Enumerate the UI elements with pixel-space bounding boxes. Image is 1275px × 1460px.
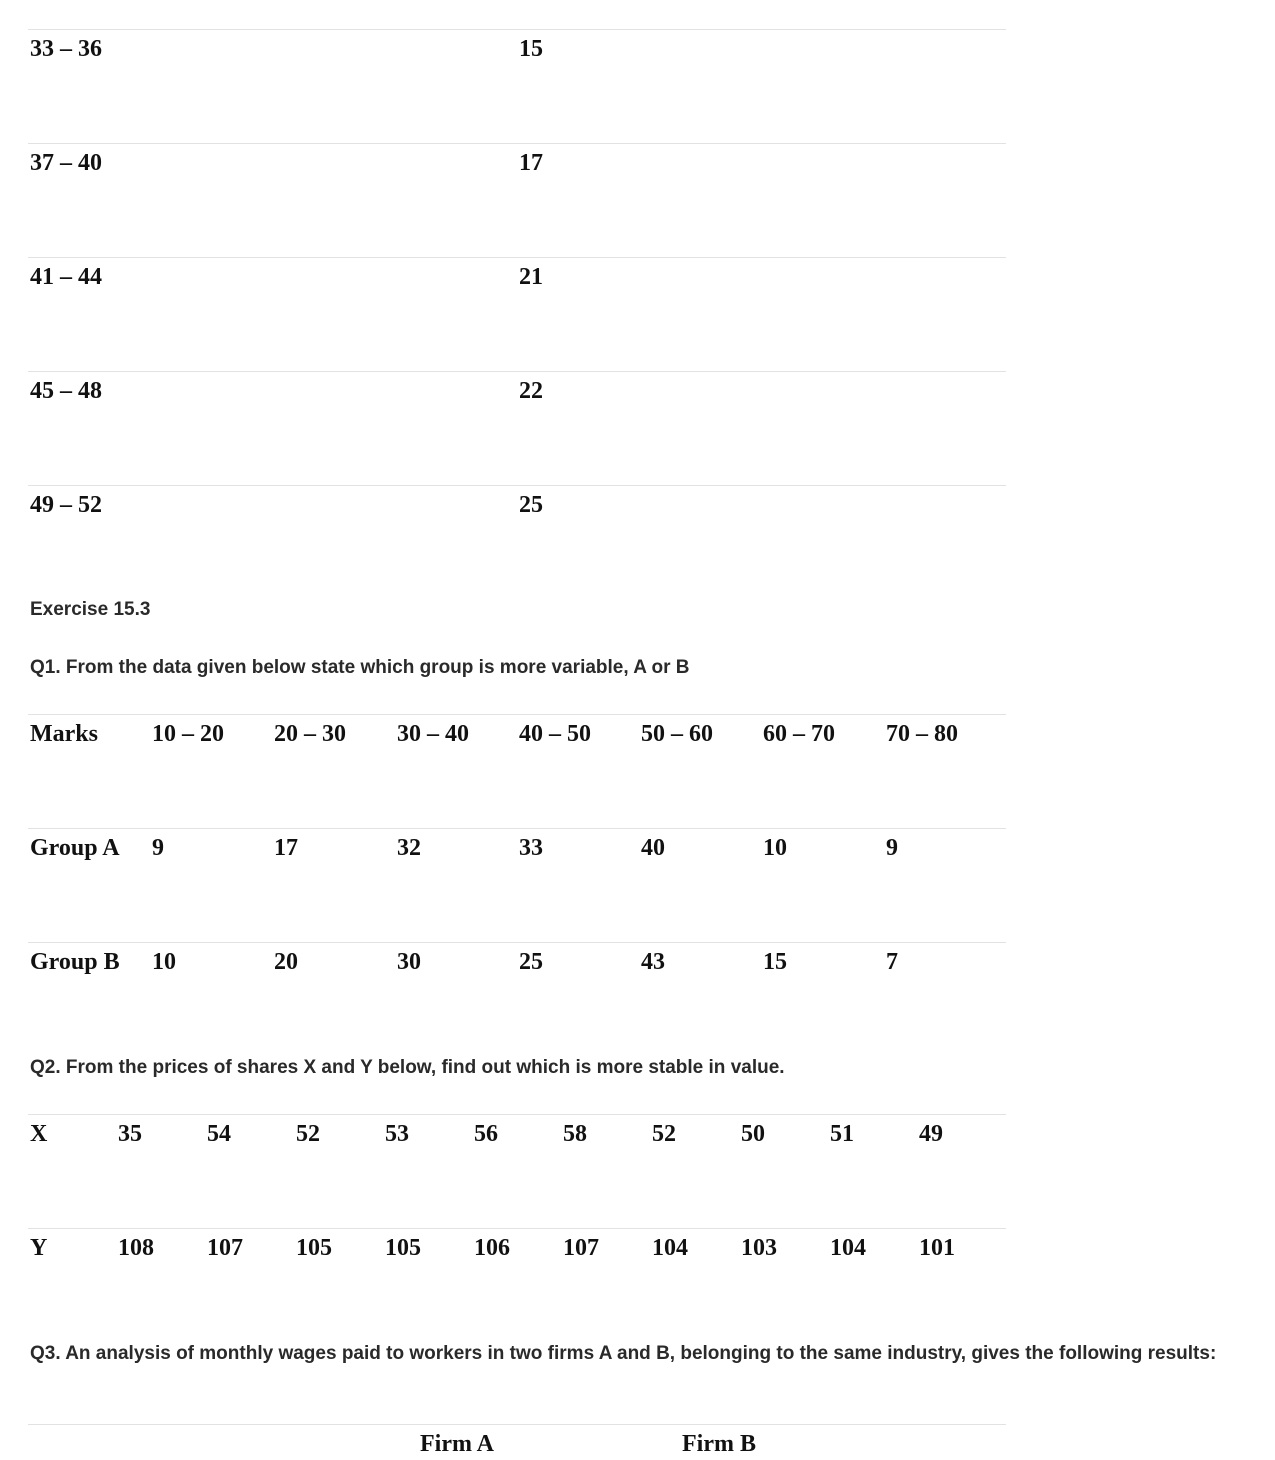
row-divider (28, 1228, 1006, 1229)
frequency-cell: 17 (519, 150, 543, 176)
table-cell: 17 (274, 835, 298, 861)
row-label-cell: Group B (30, 949, 120, 975)
row-divider (28, 257, 1006, 258)
row-label-cell: Y (30, 1235, 48, 1261)
table-cell: 104 (652, 1235, 688, 1261)
table-cell: 9 (152, 835, 164, 861)
table-cell: 43 (641, 949, 665, 975)
table-cell: 25 (519, 949, 543, 975)
table-cell: 40 (641, 835, 665, 861)
table-header-cell: 50 – 60 (641, 721, 713, 747)
table-cell: 50 (741, 1121, 765, 1147)
table-cell: 49 (919, 1121, 943, 1147)
exercise-title: Exercise 15.3 (30, 599, 151, 620)
table-header-cell: Marks (30, 721, 98, 747)
table-cell: 103 (741, 1235, 777, 1261)
table-header-cell: 30 – 40 (397, 721, 469, 747)
row-divider (28, 371, 1006, 372)
question-3-text: Q3. An analysis of monthly wages paid to workers in two firms A and B, belonging to the same industry, gives the following results: (30, 1343, 1217, 1364)
question-1-text: Q1. From the data given below state which group is more variable, A or B (30, 657, 690, 678)
row-divider (28, 143, 1006, 144)
table-cell: 58 (563, 1121, 587, 1147)
class-interval-cell: 49 – 52 (30, 492, 102, 518)
class-interval-cell: 33 – 36 (30, 36, 102, 62)
table-cell: 53 (385, 1121, 409, 1147)
table-header-cell: 60 – 70 (763, 721, 835, 747)
table-cell: 15 (763, 949, 787, 975)
frequency-cell: 22 (519, 378, 543, 404)
row-divider (28, 29, 1006, 30)
table-cell: 105 (385, 1235, 421, 1261)
row-divider (28, 828, 1006, 829)
table-header-cell: Firm B (682, 1431, 756, 1457)
table-cell: 107 (563, 1235, 599, 1261)
class-interval-cell: 45 – 48 (30, 378, 102, 404)
question-2-text: Q2. From the prices of shares X and Y below, find out which is more stable in value. (30, 1057, 785, 1078)
table-header-cell: 10 – 20 (152, 721, 224, 747)
table-cell: 108 (118, 1235, 154, 1261)
table-header-cell: 70 – 80 (886, 721, 958, 747)
table-cell: 10 (152, 949, 176, 975)
row-label-cell: Group A (30, 835, 120, 861)
table-cell: 32 (397, 835, 421, 861)
frequency-cell: 21 (519, 264, 543, 290)
table-cell: 10 (763, 835, 787, 861)
table-header-cell: 40 – 50 (519, 721, 591, 747)
table-cell: 56 (474, 1121, 498, 1147)
table-cell: 104 (830, 1235, 866, 1261)
row-divider (28, 485, 1006, 486)
class-interval-cell: 37 – 40 (30, 150, 102, 176)
table-cell: 101 (919, 1235, 955, 1261)
table-cell: 105 (296, 1235, 332, 1261)
table-cell: 51 (830, 1121, 854, 1147)
table-cell: 7 (886, 949, 898, 975)
frequency-cell: 15 (519, 36, 543, 62)
row-divider (28, 942, 1006, 943)
row-divider (28, 1114, 1006, 1115)
table-cell: 54 (207, 1121, 231, 1147)
table-cell: 106 (474, 1235, 510, 1261)
table-cell: 52 (652, 1121, 676, 1147)
table-cell: 30 (397, 949, 421, 975)
table-header-cell: 20 – 30 (274, 721, 346, 747)
table-cell: 35 (118, 1121, 142, 1147)
table-header-cell: Firm A (420, 1431, 494, 1457)
table-cell: 52 (296, 1121, 320, 1147)
table-cell: 107 (207, 1235, 243, 1261)
table-cell: 33 (519, 835, 543, 861)
row-divider (28, 1424, 1006, 1425)
row-label-cell: X (30, 1121, 48, 1147)
frequency-cell: 25 (519, 492, 543, 518)
row-divider (28, 714, 1006, 715)
class-interval-cell: 41 – 44 (30, 264, 102, 290)
table-cell: 9 (886, 835, 898, 861)
table-cell: 20 (274, 949, 298, 975)
